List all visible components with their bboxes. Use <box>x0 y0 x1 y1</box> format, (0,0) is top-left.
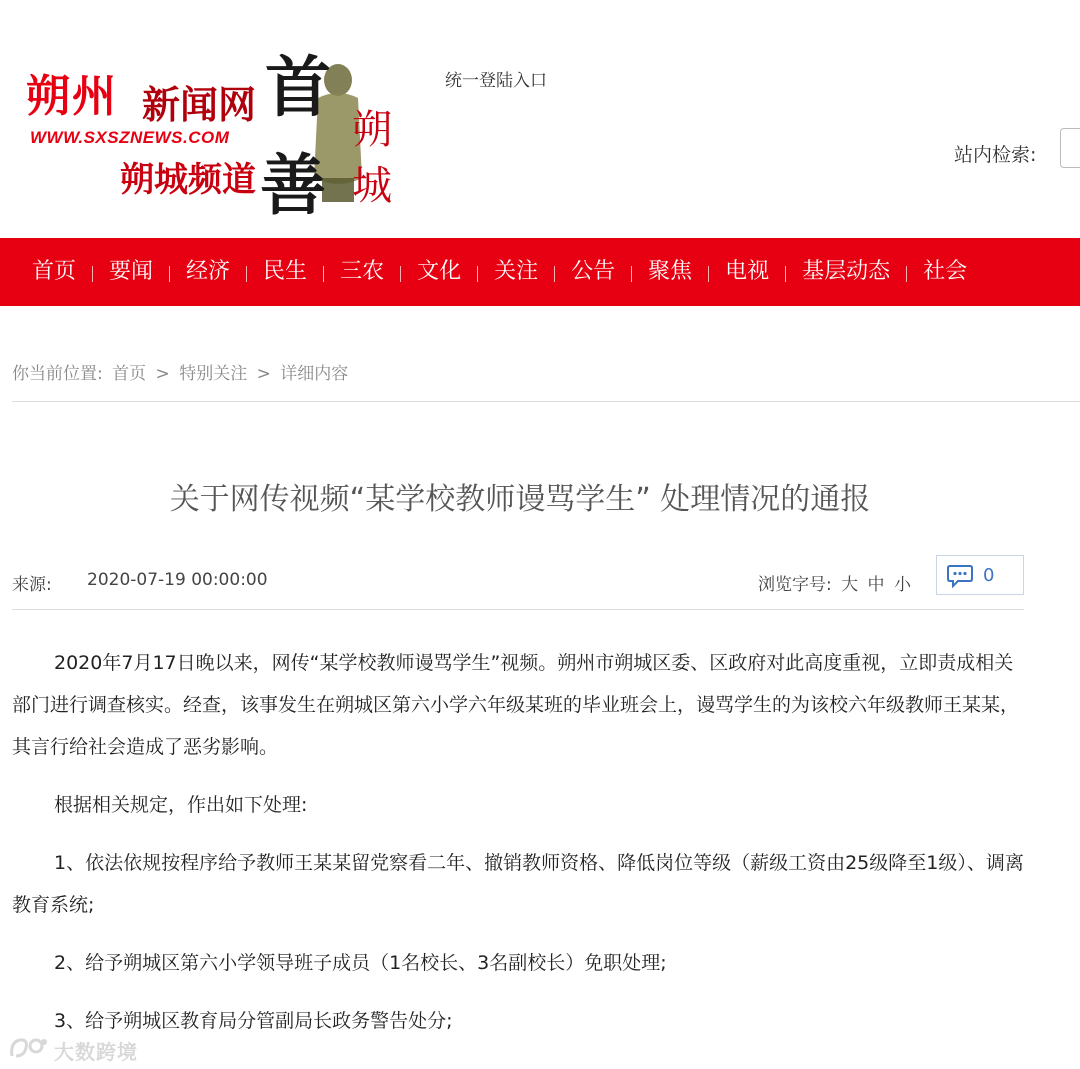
nav-item-culture[interactable]: 文化 <box>417 259 462 284</box>
nav-item-spotlight[interactable]: 聚焦 <box>648 259 693 284</box>
breadcrumb-prefix: 你当前位置: <box>12 364 103 384</box>
nav-item-grassroots[interactable]: 基层动态 <box>802 259 891 284</box>
divider <box>12 401 1080 402</box>
nav-item-livelihood[interactable]: 民生 <box>263 259 308 284</box>
breadcrumb-special-focus[interactable]: 特别关注 <box>179 364 248 384</box>
breadcrumb-home[interactable]: 首页 <box>112 364 147 384</box>
logo-name-part2: 新闻网 <box>142 82 257 127</box>
logo-channel: 朔城频道 <box>120 160 256 200</box>
main-nav <box>0 238 1080 306</box>
nav-item-focus-attention[interactable]: 关注 <box>494 259 539 284</box>
logo-big-char-1: 首 <box>265 48 331 126</box>
breadcrumb-separator: > <box>155 364 170 384</box>
font-size-medium[interactable]: 中 <box>867 575 885 595</box>
article-paragraph: 根据相关规定，作出如下处理: <box>54 794 308 816</box>
breadcrumb-separator: > <box>256 364 271 384</box>
logo-url: WWW.SXSZNEWS.COM <box>30 128 230 147</box>
article-body <box>12 642 1028 1058</box>
article-paragraph: 2、给予朔城区第六小学领导班子成员（1名校长、3名副校长）免职处理; <box>54 952 667 974</box>
watermark <box>8 1034 148 1064</box>
font-size-switcher <box>758 570 911 595</box>
article-paragraph: 3、给予朔城区教育局分管副局长政务警告处分; <box>54 1010 453 1032</box>
breadcrumb-current: 详细内容 <box>280 364 349 384</box>
site-search-input[interactable] <box>1060 128 1080 168</box>
article-paragraph: 1、依法依规按程序给予教师王某某留党察看二年、撤销教师资格、降低岗位等级（薪级工资由25级降至1级）、调离教育系统; <box>12 852 1024 916</box>
watermark-logo-icon <box>8 1034 50 1062</box>
nav-item-announcements[interactable]: 公告 <box>571 259 616 284</box>
article-paragraph: 2020年7月17日晚以来，网传“某学校教师谩骂学生”视频。朔州市朔城区委、区政府对此高度重视，立即责成相关部门进行调查核实。经查，该事发生在朔城区第六小学六年级某班的毕业班会上，谩骂学生的为该校六年级教师王某某，其言行给社会造成了恶劣影响。 <box>12 652 1020 758</box>
nav-item-agriculture[interactable]: 三农 <box>340 259 385 284</box>
nav-item-headlines[interactable]: 要闻 <box>109 259 154 284</box>
site-search-label: 站内检索: <box>954 144 1037 166</box>
unified-login-link[interactable]: 统一登陆入口 <box>445 71 547 91</box>
comment-count: 0 <box>983 565 995 586</box>
article-title: 关于网传视频“某学校教师谩骂学生” 处理情况的通报 <box>169 482 871 517</box>
comment-button[interactable] <box>936 555 1024 595</box>
breadcrumb <box>12 359 352 384</box>
divider <box>12 609 1024 610</box>
comment-icon <box>947 564 973 588</box>
logo-big-char-2: 善 <box>260 146 326 224</box>
article-date: 2020-07-19 00:00:00 <box>87 570 268 590</box>
site-logo[interactable] <box>22 40 412 224</box>
font-size-large[interactable]: 大 <box>841 575 859 595</box>
font-size-label: 浏览字号: <box>758 575 832 595</box>
article-source-label: 来源: <box>12 575 52 595</box>
nav-item-tv[interactable]: 电视 <box>725 259 770 284</box>
nav-item-home[interactable]: 首页 <box>32 259 77 284</box>
logo-vertical-text: 朔城 <box>352 107 392 209</box>
font-size-small[interactable]: 小 <box>893 575 911 595</box>
watermark-text: 大数跨境 <box>54 1040 138 1064</box>
nav-item-society[interactable]: 社会 <box>923 259 968 284</box>
logo-name-part1: 朔州 <box>26 71 118 122</box>
nav-item-economy[interactable]: 经济 <box>186 259 231 284</box>
